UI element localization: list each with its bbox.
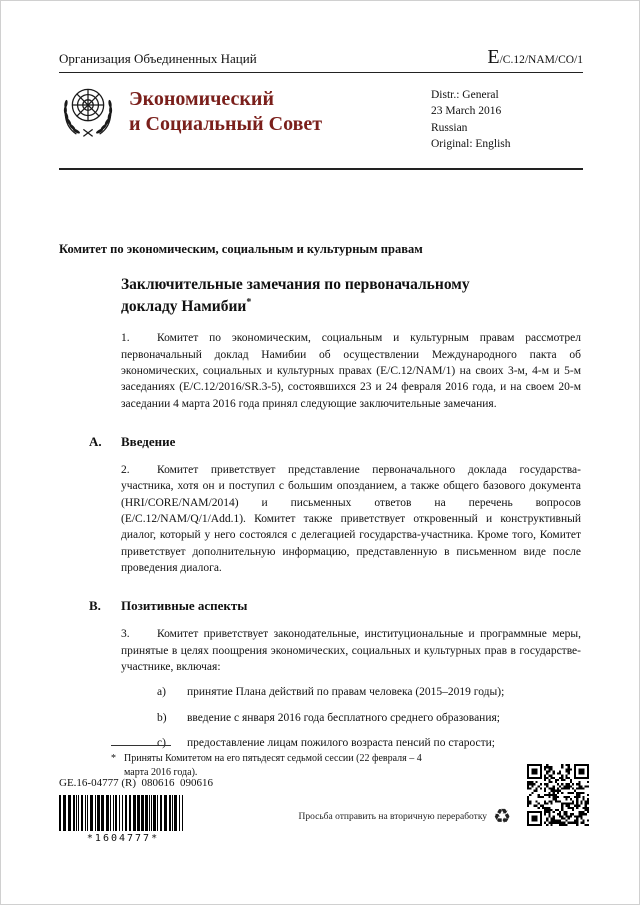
paragraph-2 <box>121 462 581 576</box>
paragraph-1 <box>121 330 581 412</box>
qr-code <box>527 764 589 826</box>
list-item-label: b) <box>157 711 167 724</box>
paragraph-1-number: 1. <box>121 332 130 345</box>
section-b-title: Позитивные аспекты <box>121 598 248 614</box>
section-a-title: Введение <box>121 433 176 449</box>
section-b-letter: B. <box>89 598 101 614</box>
footnote-marker: * <box>111 753 116 764</box>
distr-line: Distr.: General <box>431 89 499 101</box>
paragraph-3-number: 3. <box>121 628 130 641</box>
recycle-text: Просьба отправить на вторичную переработку <box>298 812 488 822</box>
document-title-line2: докладу Намибии* <box>121 297 252 316</box>
footnote-separator <box>111 745 171 746</box>
barcode-text: *1604777* <box>86 833 160 844</box>
list-item <box>157 735 581 751</box>
ge-document-number: GE.16-04777 (R) 080616 090616 <box>59 777 213 789</box>
language-line: Russian <box>431 121 468 134</box>
section-a-heading <box>89 434 581 450</box>
paragraph-3 <box>121 626 581 675</box>
original-language-line: Original: English <box>431 137 511 150</box>
page-header <box>59 47 583 73</box>
paragraph-2-number: 2. <box>121 463 130 476</box>
recycle-icon: ♻ <box>493 806 511 828</box>
list-item-text: введение с января 2016 года бесплатного среднего образования; <box>187 711 500 724</box>
recycle-note <box>299 807 511 827</box>
document-symbol-number: /C.12/NAM/CO/1 <box>499 54 583 66</box>
committee-name: Комитет по экономическим, социальным и культурным правам <box>59 242 423 257</box>
document-symbol-series: E <box>487 46 500 68</box>
list-item <box>157 710 581 726</box>
barcode <box>59 795 187 844</box>
list-item-label: c) <box>157 736 166 749</box>
document-title <box>121 275 579 318</box>
council-title <box>129 83 322 152</box>
document-title-line1: Заключительные замечания по первоначальному <box>121 276 470 294</box>
paragraph-2-text: Комитет приветствует представление первоначального доклада государства-участника, хотя он и поступил с большим опозданием, а также общего базового документа (HRI/CORE/NAM/2014) и письменных ответов на перечень вопросов (E/C.12/NAM/Q/1/Add.1). Комитет также приветствует откровенный и конструктивный диалог, который у него состоялся с делегацией государства-участника. Кроме того, Комитет приветствует дополнительную информацию, представленную в письменном виде после проведения диалога. <box>121 463 581 574</box>
list-item <box>157 684 581 700</box>
title-footnote-reference: * <box>246 297 252 309</box>
council-title-line2: и Социальный Совет <box>129 113 323 135</box>
council-title-line1: Экономический <box>129 88 274 110</box>
paragraph-3-text: Комитет приветствует законодательные, институциональные и программные меры, принятые в целях поощрения экономических, социальных и культурных прав в государстве-участнике, включая: <box>121 628 581 673</box>
footnote-text: Приняты Комитетом на его пятьдесят седьмой сессии (22 февраля – 4 марта 2016 года). <box>124 753 422 778</box>
distribution-block <box>431 83 583 152</box>
footnote <box>111 752 441 780</box>
paragraph-1-text: Комитет по экономическим, социальным и культурным правам рассмотрел первоначальный доклад Намибии об осуществлении Международного пакта об экономических, социальных и культурных правах (E/C.12/NAM/1) на своих 3-м, 4-м и 5-м заседаниях (E/C.12/2016/SR.3-5), состоявшихся 23 и 24 февраля 2016 года, и на своем 20-м заседании 4 марта 2016 года принял следующие заключительные замечания. <box>121 332 581 410</box>
section-a-letter: A. <box>89 433 102 449</box>
date-line: 23 March 2016 <box>431 105 502 118</box>
organization-name: Организация Объединенных Наций <box>59 51 257 66</box>
list-item-text: предоставление лицам пожилого возраста пенсий по старости; <box>187 736 495 749</box>
un-emblem-icon <box>59 83 117 141</box>
masthead <box>59 83 583 170</box>
list-item-text: принятие Плана действий по правам человека (2015–2019 годы); <box>187 686 505 699</box>
document-symbol <box>487 47 583 67</box>
barcode-bars <box>59 795 187 831</box>
list-item-label: a) <box>157 686 166 699</box>
section-b-heading <box>89 598 581 614</box>
